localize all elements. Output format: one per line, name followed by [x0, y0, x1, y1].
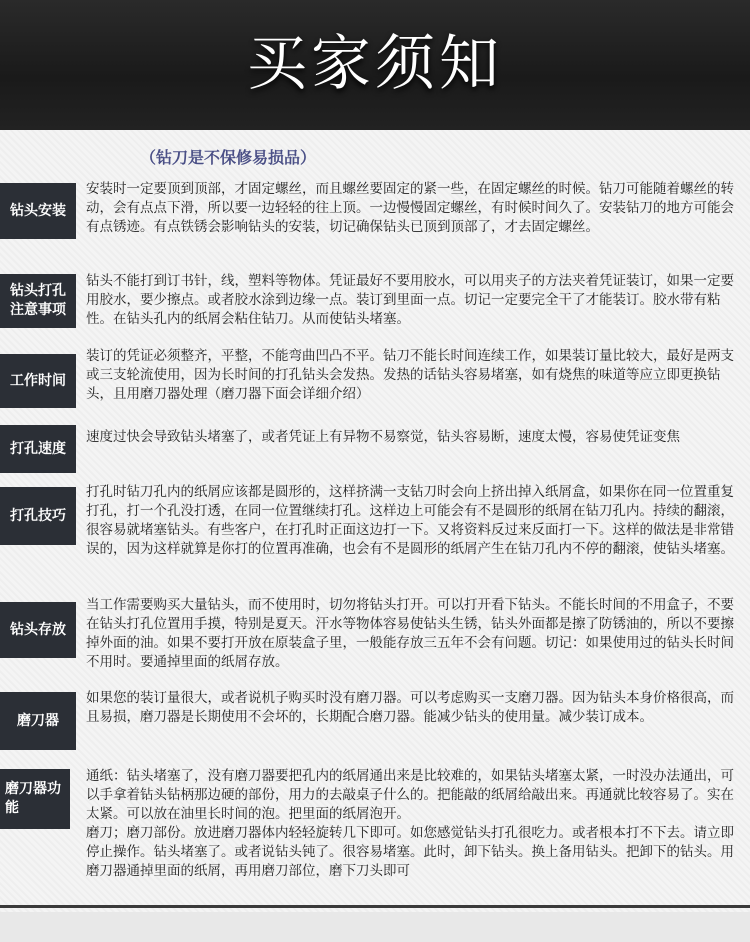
section-label-drill-technique: 打孔技巧 [0, 487, 76, 545]
section-label-drill-storage: 钻头存放 [0, 602, 76, 658]
footer-divider [0, 905, 750, 908]
section-paragraph: 钻头不能打到订书针，线，塑料等物体。凭证最好不要用胶水，可以用夹子的方法夹着凭证装订，如果一定要用胶水，要少擦点。或者胶水涂到边缘一点。装订到里面一点。切记一定要完全干了才能装订。胶水带有粘性。在钻头孔内的纸屑会粘住钻刀。从而使钻头堵塞。 [86, 273, 734, 327]
section-text-drilling-notes [86, 272, 742, 329]
section-text-sharpener [86, 689, 742, 727]
section-label-sharpener-function: 磨刀器功能 [0, 769, 70, 829]
section-paragraph: 装订的凭证必须整齐，平整，不能弯曲凹凸不平。钻刀不能长时间连续工作，如果装订量比较大，最好是两支或三支轮流使用，因为长时间的打孔钻头会发热。发热的话钻头容易堵塞，如有烧焦的味道等应立即更换钻头，且用磨刀器处理（磨刀器下面会详细介绍） [86, 348, 734, 402]
section-paragraph: 磨刀；磨刀部份。放进磨刀器体内轻轻旋转几下即可。如您感觉钻头打孔很吃力。或者根本打不下去。请立即停止操作。钻头堵塞了。或者说钻头钝了。很容易堵塞。此时，卸下钻头。换上备用钻头。把卸下的钻头。用磨刀器通掉里面的纸屑，再用磨刀部位，磨下刀头即可 [86, 825, 734, 879]
header-banner [0, 0, 750, 130]
footer-strip [0, 912, 750, 942]
section-paragraph: 通纸：钻头堵塞了，没有磨刀器要把孔内的纸屑通出来是比较难的，如果钻头堵塞太紧，一时没办法通出，可以手拿着钻头钻柄那边硬的部份，用力的去敲桌子什么的。把能敲的纸屑给敲出来。再通就比较容易了。实在太紧。可以放在油里长时间的泡。把里面的纸屑泡开。 [86, 768, 734, 822]
section-paragraph: 速度过快会导致钻头堵塞了，或者凭证上有异物不易察觉，钻头容易断，速度太慢，容易使凭证变焦 [86, 429, 680, 445]
section-label-drill-speed: 打孔速度 [0, 425, 76, 473]
section-paragraph: 安装时一定要顶到顶部，才固定螺丝，而且螺丝要固定的紧一些，在固定螺丝的时候。钻刀可能随着螺丝的转动，会有点点下滑，所以要一边轻轻的往上顶。一边慢慢固定螺丝，有时候时间久了。安装钻刀的地方可能会有点锈迹。有点铁锈会影响钻头的安装，切记确保钻头已顶到顶部了，才去固定螺丝。 [86, 181, 734, 235]
section-text-drill-install [86, 180, 742, 237]
section-paragraph: 当工作需要购买大量钻头，而不使用时，切勿将钻头打开。可以打开看下钻头。不能长时间的不用盒子，不要在钻头打孔位置用手摸，特别是夏天。汗水等物体容易使钻头生锈，钻头外面都是擦了防锈油的，所以不要擦掉外面的油。如果不要打开放在原装盒子里，一般能存放三五年不会有问题。切记：如果使用过的钻头长时间不用时。要通掉里面的纸屑存放。 [86, 597, 734, 670]
section-label-drilling-notes: 钻头打孔注意事项 [0, 274, 76, 328]
section-text-work-time [86, 347, 742, 404]
section-label-work-time: 工作时间 [0, 354, 76, 408]
section-paragraph: 如果您的装订量很大，或者说机子购买时没有磨刀器。可以考虑购买一支磨刀器。因为钻头本身价格很高，而且易损，磨刀器是长期使用不会坏的，长期配合磨刀器。能减少钻头的使用量。减少装订成本。 [86, 690, 734, 725]
section-text-drill-storage [86, 596, 742, 672]
section-label-sharpener: 磨刀器 [0, 692, 76, 750]
section-text-drill-speed [86, 428, 742, 447]
notice-text: （钻刀是不保修易损品） [140, 148, 317, 167]
section-paragraph: 打孔时钻刀孔内的纸屑应该都是圆形的，这样挤满一支钻刀时会向上挤出掉入纸屑盒，如果你在同一位置重复打孔，打一个孔没打透，在同一位置继续打孔。这样边上可能会有不是圆形的纸屑在钻刀孔内。持续的翻滚，很容易就堵塞钻头。有些客户，在打孔时正面这边打一下。又将资料反过来反面打一下。这样的做法是非常错误的，因为这样就算是你打的位置再准确，也会有不是圆形的纸屑产生在钻刀孔内不停的翻滚，使钻头堵塞。 [86, 484, 734, 557]
section-text-sharpener-function [86, 767, 742, 881]
page-title: 买家须知 [247, 29, 503, 99]
section-label-drill-install: 钻头安装 [0, 183, 76, 239]
section-text-drill-technique [86, 483, 742, 559]
